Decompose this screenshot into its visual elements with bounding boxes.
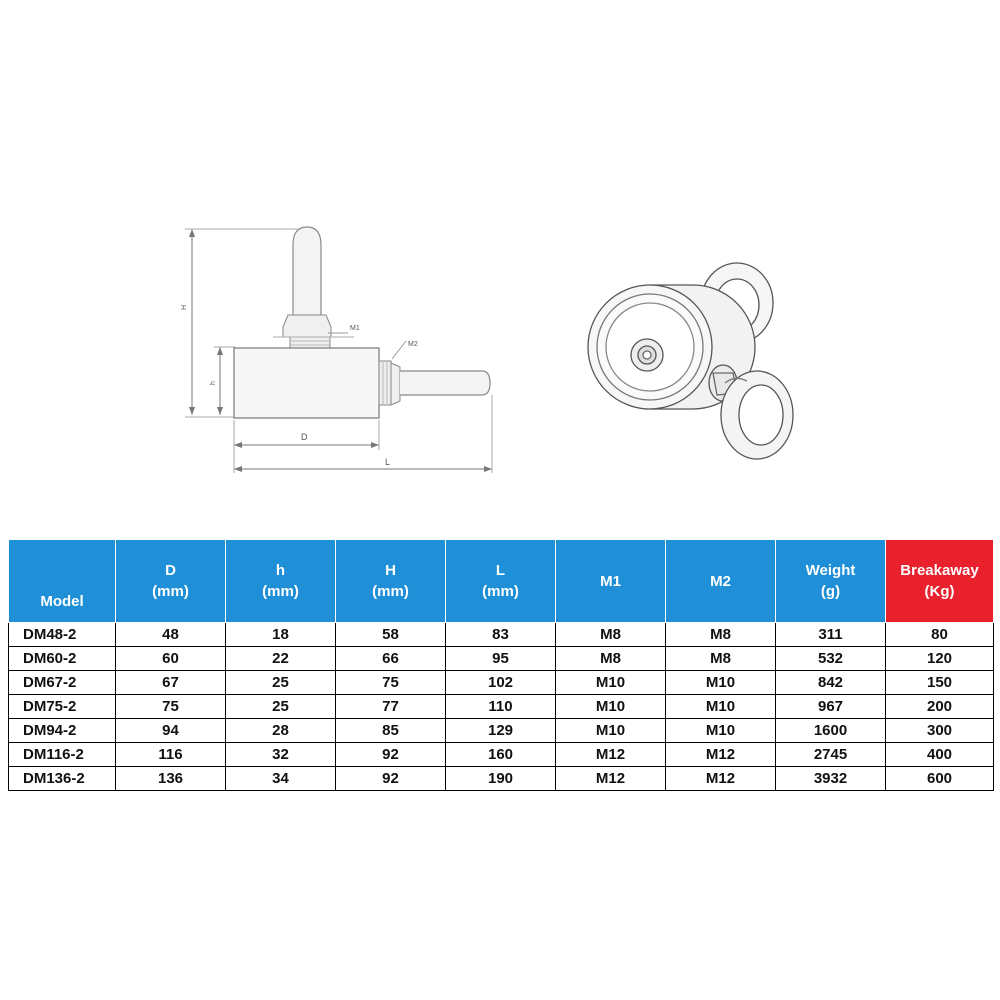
side-view-drawing <box>170 215 510 485</box>
table-cell: 3932 <box>776 767 886 791</box>
table-cell: 25 <box>226 671 336 695</box>
table-cell: 200 <box>886 695 994 719</box>
table-cell: M10 <box>666 719 776 743</box>
table-cell: M12 <box>556 767 666 791</box>
model-cell: DM94-2 <box>9 719 116 743</box>
table-cell: 94 <box>116 719 226 743</box>
table-cell: 95 <box>446 647 556 671</box>
column-header: D (mm) <box>116 540 226 623</box>
table-row <box>9 719 994 743</box>
table-cell: M8 <box>666 623 776 647</box>
table-cell: M8 <box>666 647 776 671</box>
column-header: Breakaway (Kg) <box>886 540 994 623</box>
table-cell: 532 <box>776 647 886 671</box>
table-cell: 92 <box>336 767 446 791</box>
table-cell: M10 <box>556 719 666 743</box>
model-cell: DM48-2 <box>9 623 116 647</box>
label-H: H <box>181 304 188 310</box>
model-cell: DM136-2 <box>9 767 116 791</box>
table-cell: 32 <box>226 743 336 767</box>
table-cell: M8 <box>556 623 666 647</box>
table-cell: M8 <box>556 647 666 671</box>
table-row <box>9 671 994 695</box>
table-row <box>9 623 994 647</box>
table-cell: 110 <box>446 695 556 719</box>
table-cell: 300 <box>886 719 994 743</box>
table-row <box>9 695 994 719</box>
column-header: Weight (g) <box>776 540 886 623</box>
table-cell: 67 <box>116 671 226 695</box>
table-cell: M10 <box>666 671 776 695</box>
table-cell: 311 <box>776 623 886 647</box>
column-header: H (mm) <box>336 540 446 623</box>
table-cell: 150 <box>886 671 994 695</box>
table-cell: M12 <box>666 767 776 791</box>
table-cell: 75 <box>116 695 226 719</box>
table-cell: 1600 <box>776 719 886 743</box>
model-cell: DM60-2 <box>9 647 116 671</box>
table-row <box>9 767 994 791</box>
table-cell: 190 <box>446 767 556 791</box>
isometric-view-drawing <box>575 255 795 475</box>
table-cell: 66 <box>336 647 446 671</box>
table-cell: 25 <box>226 695 336 719</box>
table-cell: 85 <box>336 719 446 743</box>
table-cell: 116 <box>116 743 226 767</box>
table-cell: 18 <box>226 623 336 647</box>
table-cell: 160 <box>446 743 556 767</box>
column-header: L (mm) <box>446 540 556 623</box>
table-cell: 102 <box>446 671 556 695</box>
magnet-body <box>234 348 379 418</box>
table-row <box>9 647 994 671</box>
table-cell: 842 <box>776 671 886 695</box>
table-cell: 83 <box>446 623 556 647</box>
table-cell: 2745 <box>776 743 886 767</box>
label-L: L <box>385 457 391 467</box>
table-cell: 58 <box>336 623 446 647</box>
label-h: h <box>210 381 217 385</box>
column-header: M1 <box>556 540 666 623</box>
table-cell: 60 <box>116 647 226 671</box>
label-D: D <box>301 432 308 442</box>
model-cell: DM75-2 <box>9 695 116 719</box>
table-cell: M10 <box>666 695 776 719</box>
table-cell: 28 <box>226 719 336 743</box>
table-cell: 80 <box>886 623 994 647</box>
table-cell: 75 <box>336 671 446 695</box>
table-cell: 77 <box>336 695 446 719</box>
table-cell: 967 <box>776 695 886 719</box>
table-cell: 34 <box>226 767 336 791</box>
table-cell: M10 <box>556 695 666 719</box>
table-cell: 600 <box>886 767 994 791</box>
column-header: Model <box>9 540 116 623</box>
model-cell: DM116-2 <box>9 743 116 767</box>
model-cell: DM67-2 <box>9 671 116 695</box>
table-cell: 48 <box>116 623 226 647</box>
table-header-row <box>9 540 994 623</box>
table-cell: 92 <box>336 743 446 767</box>
label-M1: M1 <box>350 325 360 332</box>
label-M2: M2 <box>408 341 418 348</box>
table-cell: 136 <box>116 767 226 791</box>
table-cell: 120 <box>886 647 994 671</box>
table-cell: M12 <box>666 743 776 767</box>
table-cell: 129 <box>446 719 556 743</box>
table-cell: M10 <box>556 671 666 695</box>
column-header: h (mm) <box>226 540 336 623</box>
side-eyebolt-shape <box>400 371 490 395</box>
table-cell: 400 <box>886 743 994 767</box>
table-cell: M12 <box>556 743 666 767</box>
column-header: M2 <box>666 540 776 623</box>
spec-table <box>8 539 994 791</box>
table-body <box>9 623 994 791</box>
table-cell: 22 <box>226 647 336 671</box>
table-row <box>9 743 994 767</box>
